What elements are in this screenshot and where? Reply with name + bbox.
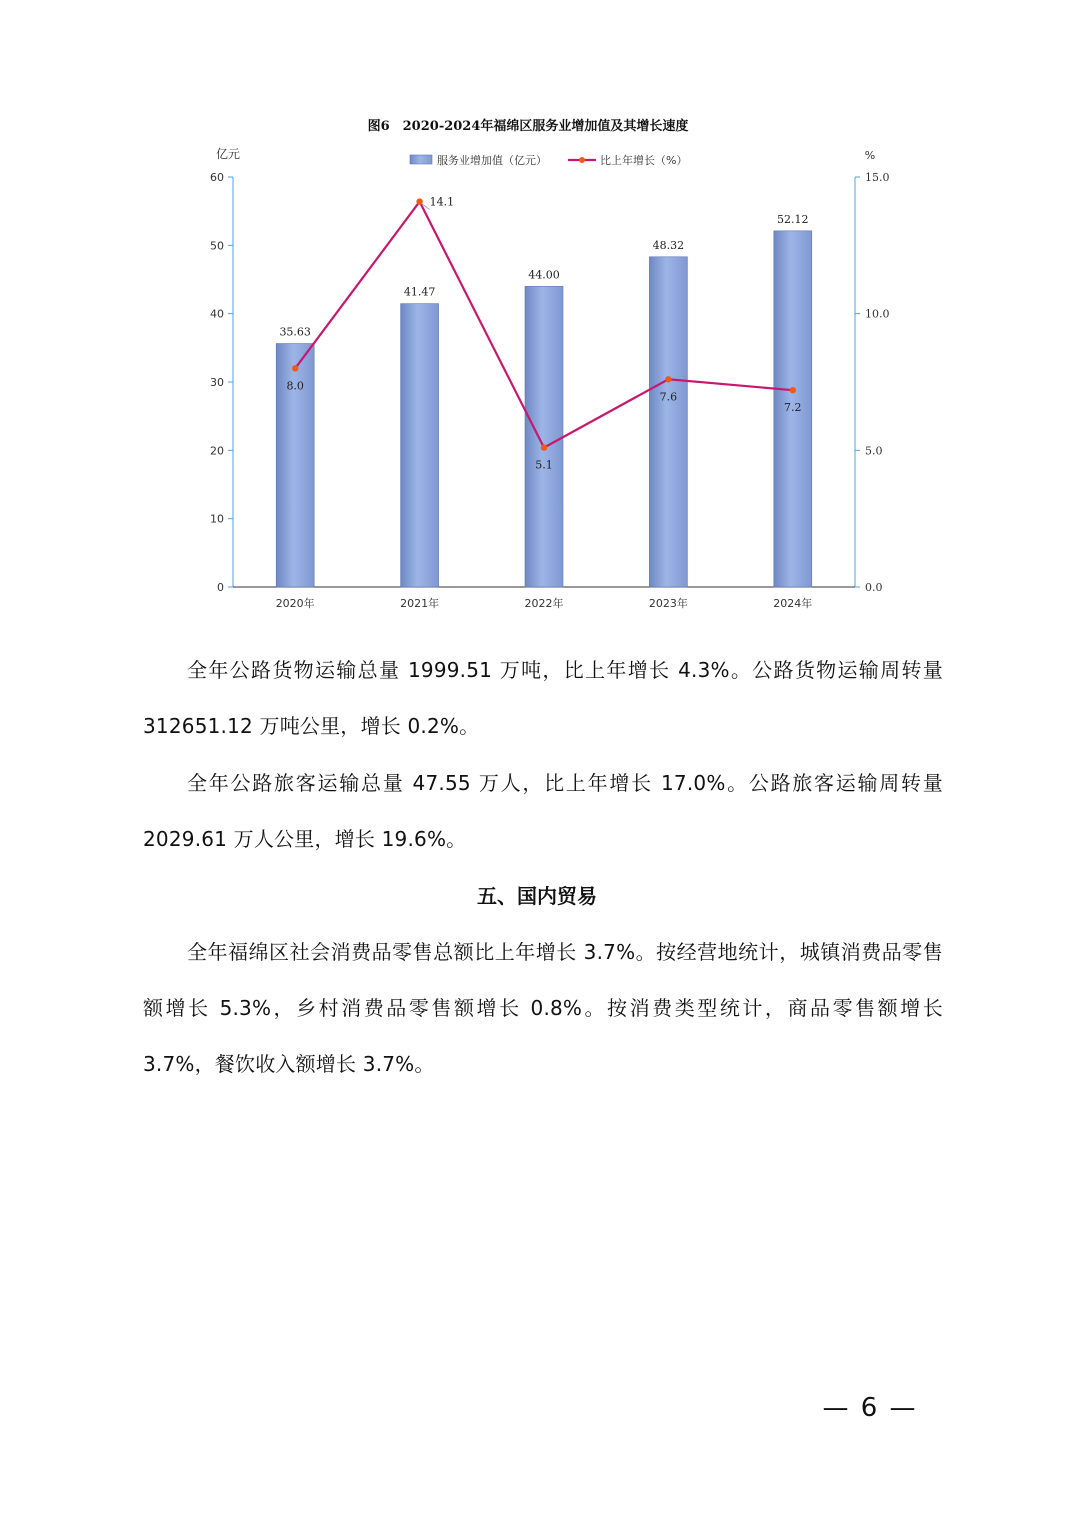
left-axis-tick-label: 10 xyxy=(210,512,224,526)
line-value-label: 7.2 xyxy=(784,401,802,415)
right-axis-tick-label: 10.0 xyxy=(865,307,890,321)
line-value-label: 14.1 xyxy=(429,195,455,209)
line-marker xyxy=(292,365,298,371)
left-axis-tick-label: 60 xyxy=(210,171,224,184)
left-axis-tick-label: 40 xyxy=(210,307,224,321)
bar xyxy=(401,304,439,587)
right-axis-tick-label: 5.0 xyxy=(865,444,883,458)
chart-legend xyxy=(410,153,687,167)
line-value-label: 7.6 xyxy=(659,390,678,404)
legend-line-marker xyxy=(579,157,585,163)
right-axis-tick-label: 0.0 xyxy=(865,581,883,594)
bar xyxy=(649,257,687,587)
line-marker xyxy=(541,444,547,450)
left-axis-unit: 亿元 xyxy=(215,147,241,161)
paragraph-road-passenger: 全年公路旅客运输总量 47.55 万人，比上年增长 17.0%。公路旅客运输周转量 2029.61 万人公里，增长 19.6%。 xyxy=(143,771,943,851)
x-axis-tick-label: 2024年 xyxy=(773,597,813,610)
legend-line-label: 比上年增长（%） xyxy=(600,154,688,167)
page-number: — 6 — xyxy=(822,1393,918,1423)
x-axis-tick-label: 2020年 xyxy=(275,597,315,610)
chart-figure xyxy=(0,100,1074,630)
left-axis-tick-label: 30 xyxy=(210,376,224,389)
legend-bar-swatch xyxy=(410,155,432,164)
paragraph-road-freight: 全年公路货物运输总量 1999.51 万吨，比上年增长 4.3%。公路货物运输周转量 312651.12 万吨公里，增长 0.2%。 xyxy=(143,658,943,738)
bar xyxy=(525,286,563,587)
x-axis-tick-label: 2023年 xyxy=(648,597,688,610)
line-value-label: 5.1 xyxy=(535,458,553,472)
bar-value-label: 52.12 xyxy=(777,212,809,226)
left-axis-tick-label: 50 xyxy=(210,239,224,253)
chart-svg xyxy=(0,100,1074,630)
line-marker xyxy=(790,387,796,393)
section-heading-domestic-trade: 五、国内贸易 xyxy=(477,884,597,908)
bar-value-label: 48.32 xyxy=(652,238,685,252)
paragraph-retail-sales: 全年福绵区社会消费品零售总额比上年增长 3.7%。按经营地统计，城镇消费品零售额增长 5.3%，乡村消费品零售额增长 0.8%。按消费类型统计，商品零售额增长 3.7%，餐饮收入额增长 3.7%。 xyxy=(143,940,943,1076)
left-axis-tick-label: 20 xyxy=(210,444,224,458)
right-axis-tick-label: 15.0 xyxy=(865,171,890,184)
bar-value-label: 41.47 xyxy=(403,285,436,299)
line-value-label: 8.0 xyxy=(286,379,304,393)
bar-value-label: 44.00 xyxy=(528,268,560,282)
x-axis-tick-label: 2022年 xyxy=(524,597,564,610)
chart-title: 图6 2020-2024年福绵区服务业增加值及其增长速度 xyxy=(367,119,689,134)
line-marker xyxy=(665,376,671,382)
bar-value-label: 35.63 xyxy=(279,325,311,339)
bar-series xyxy=(276,213,812,587)
x-axis-tick-label: 2021年 xyxy=(400,597,440,610)
legend-bar-label: 服务业增加值（亿元） xyxy=(437,154,547,167)
left-axis-tick-label: 0 xyxy=(217,581,224,594)
right-axis-unit: % xyxy=(864,149,876,162)
